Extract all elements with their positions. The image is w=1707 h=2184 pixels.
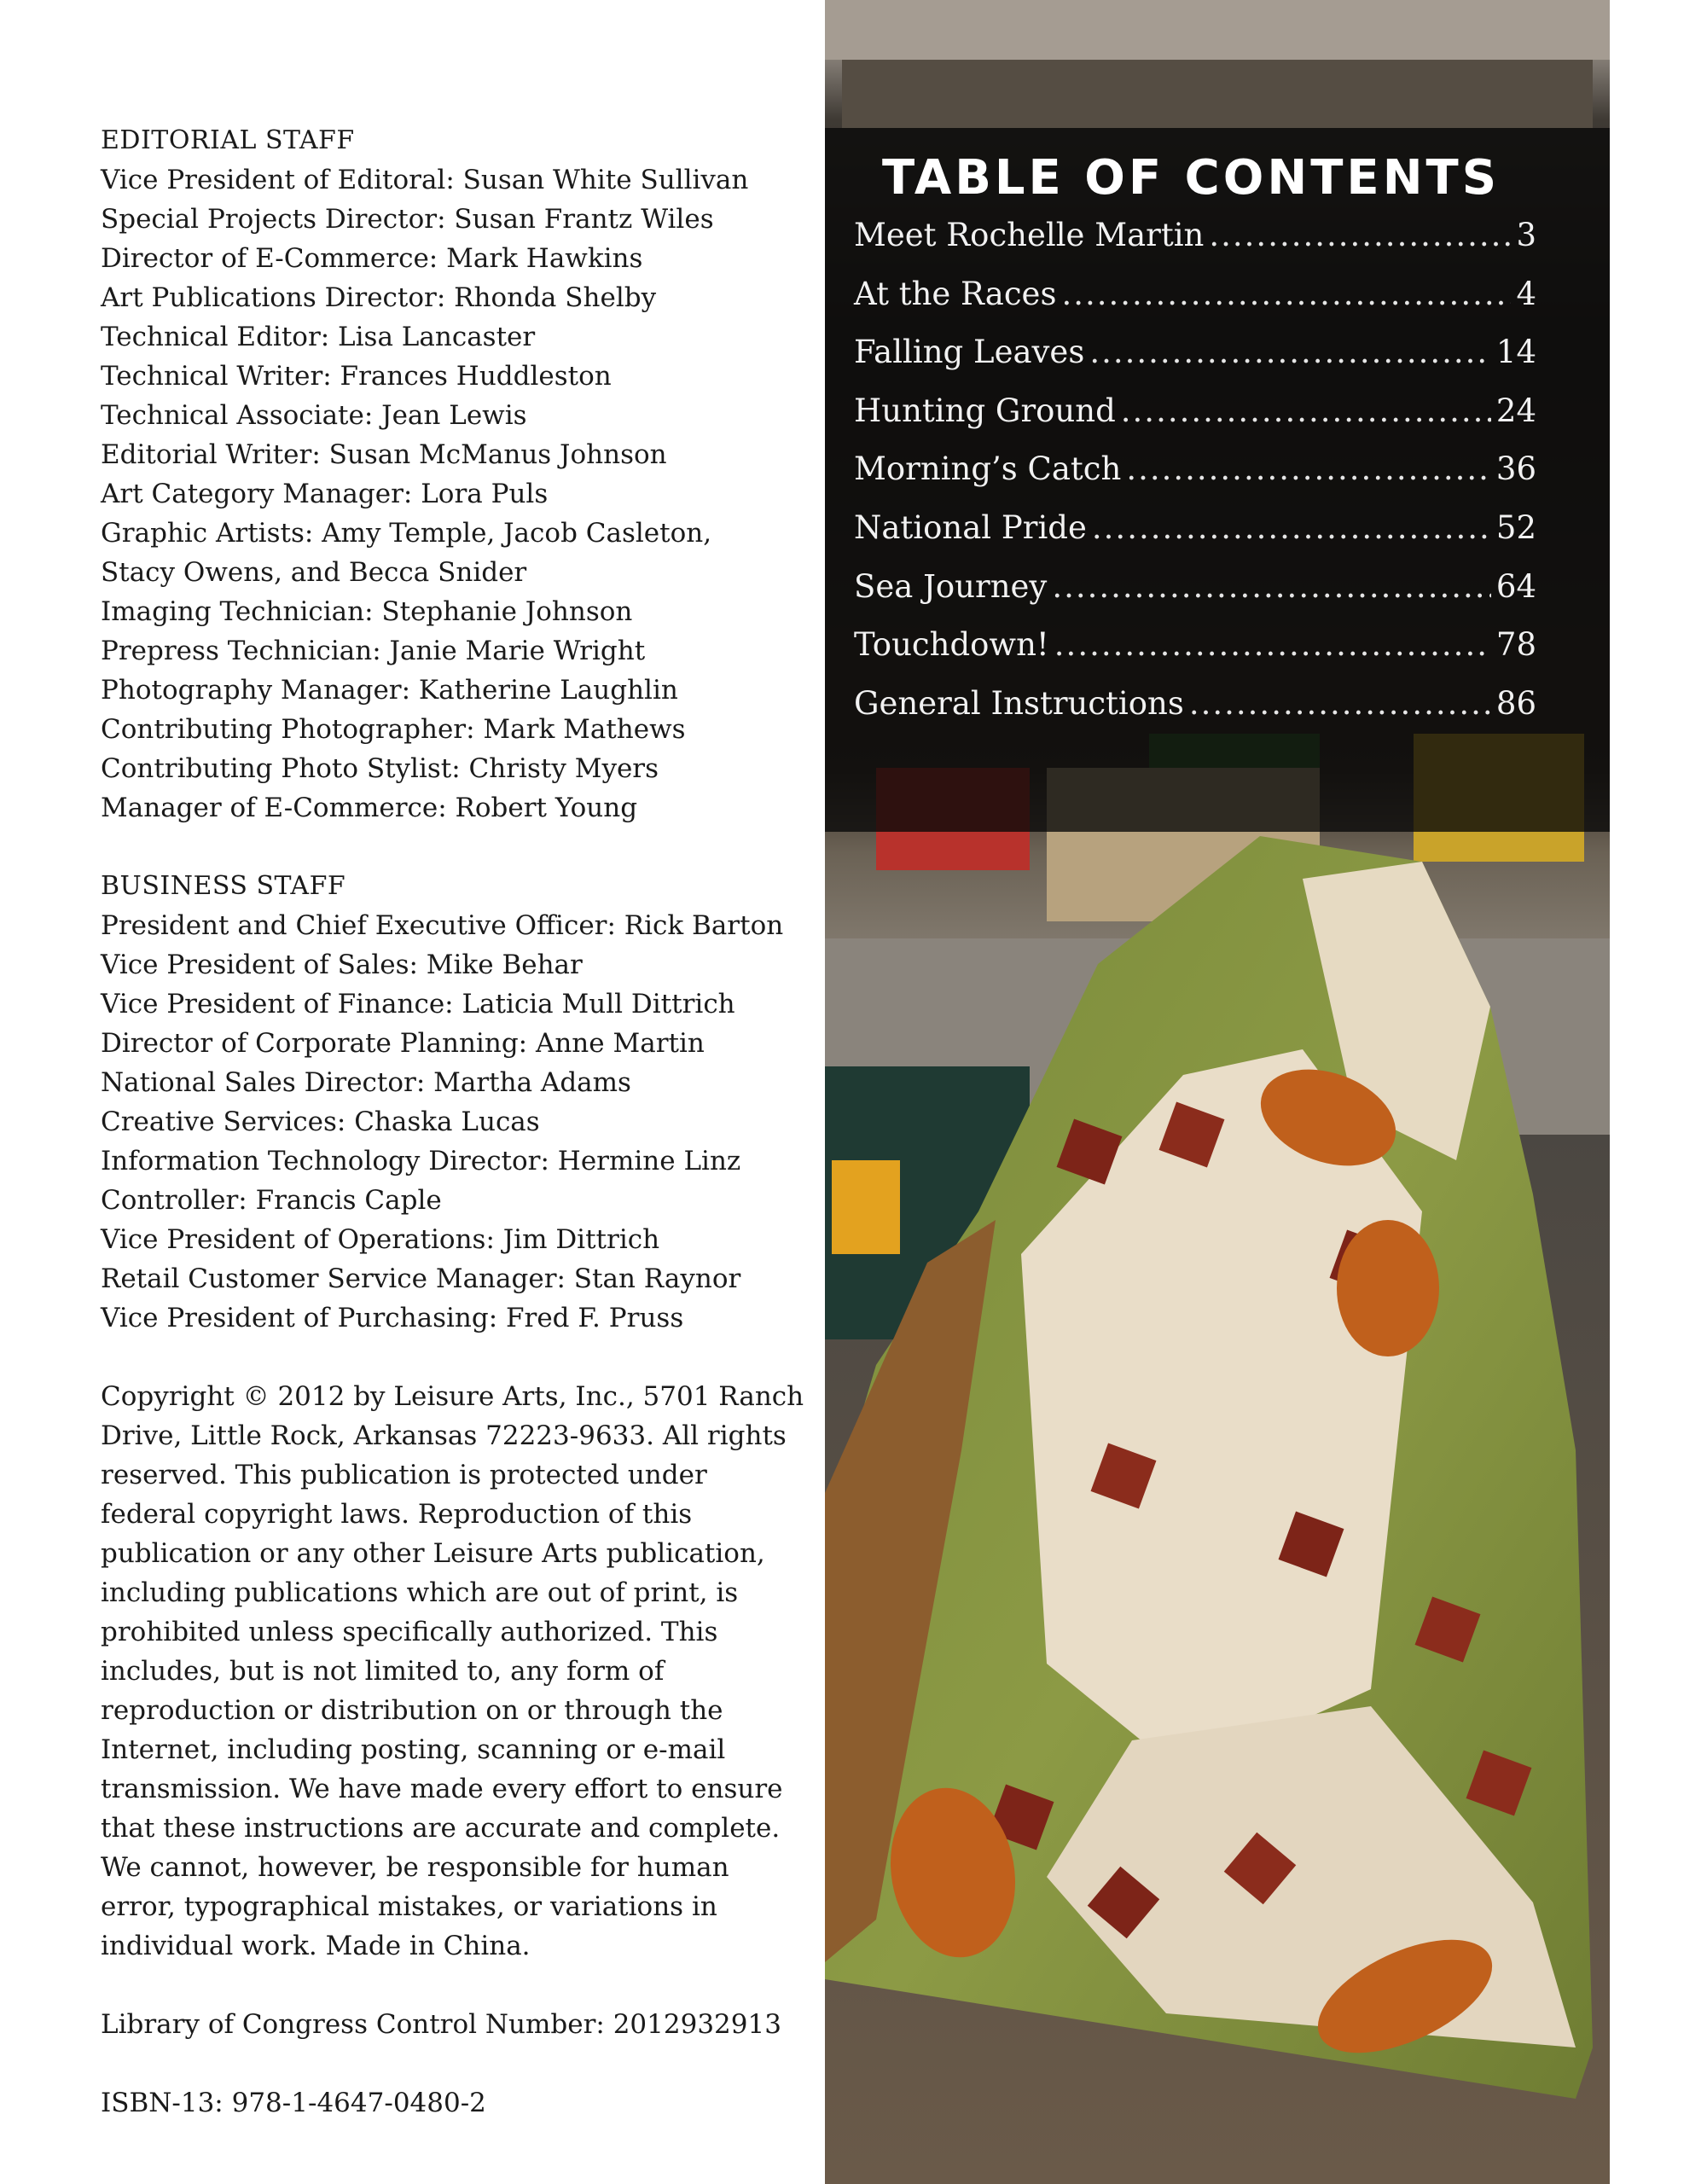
toc-entry-title: Morning’s Catch (854, 450, 1122, 488)
business-list (101, 906, 817, 1338)
toc-entry-page: 64 (1495, 567, 1536, 605)
loc-control-number: Library of Congress Control Number: 2012932913 (101, 2009, 781, 2040)
toc-entry-page: 78 (1495, 626, 1536, 664)
toc-entry-title: Sea Journey (854, 567, 1048, 605)
staff-line: Vice President of Sales: Mike Behar (101, 950, 583, 980)
staff-line: Vice President of Finance: Laticia Mull Dittrich (101, 989, 735, 1019)
toc-entry[interactable] (854, 568, 1536, 627)
toc-entry-title: Falling Leaves (854, 334, 1085, 371)
staff-line: President and Chief Executive Officer: Rick Barton (101, 910, 784, 941)
staff-line: Vice President of Purchasing: Fred F. Pruss (101, 1303, 684, 1333)
staff-line: National Sales Director: Martha Adams (101, 1067, 631, 1098)
staff-line: Graphic Artists: Amy Temple, Jacob Casleton, (101, 518, 712, 549)
toc-entry-page: 14 (1495, 334, 1536, 371)
spacer (101, 2044, 817, 2083)
dot-leader (1092, 509, 1491, 546)
toc-entry-page: 3 (1516, 217, 1536, 253)
toc-entry[interactable] (854, 626, 1536, 685)
toc-entry-page: 24 (1495, 392, 1536, 429)
toc-entry[interactable] (854, 276, 1536, 334)
toc-entry[interactable] (854, 685, 1536, 744)
toc-entry-title: Hunting Ground (854, 392, 1116, 429)
dot-leader (1209, 217, 1511, 253)
toc-entry-page: 4 (1516, 275, 1536, 312)
staff-line: Creative Services: Chaska Lucas (101, 1107, 540, 1137)
football-appliqué (1337, 1220, 1439, 1356)
credits-column (101, 121, 817, 2123)
staff-line: Technical Writer: Frances Huddleston (101, 361, 612, 392)
toc-entry[interactable] (854, 392, 1536, 451)
staff-line: Director of E-Commerce: Mark Hawkins (101, 243, 643, 274)
dot-leader (1054, 626, 1491, 663)
staff-line: Controller: Francis Caple (101, 1185, 442, 1216)
spacer (101, 1338, 817, 1377)
business-staff (101, 867, 817, 1338)
staff-line: Technical Editor: Lisa Lancaster (101, 322, 536, 352)
toc-entry[interactable] (854, 334, 1536, 392)
toc-entry[interactable] (854, 217, 1536, 276)
staff-line: Technical Associate: Jean Lewis (101, 400, 527, 431)
staff-line: Prepress Technician: Janie Marie Wright (101, 636, 646, 666)
staff-line: Manager of E-Commerce: Robert Young (101, 793, 638, 823)
staff-line: Stacy Owens, and Becca Snider (101, 557, 527, 588)
toc-entry-title: At the Races (854, 275, 1057, 312)
staff-line: Art Category Manager: Lora Puls (101, 479, 549, 509)
dot-leader (1126, 450, 1491, 487)
business-heading: BUSINESS STAFF (101, 871, 346, 901)
toc-list (854, 217, 1536, 743)
toc-entry-page: 36 (1495, 450, 1536, 488)
staff-line: Contributing Photographer: Mark Mathews (101, 714, 686, 745)
editorial-heading: EDITORIAL STAFF (101, 125, 355, 155)
staff-line: Art Publications Director: Rhonda Shelby (101, 282, 657, 313)
yellow-cup (832, 1160, 900, 1254)
toc-entry-page: 86 (1495, 684, 1536, 722)
staff-line: Imaging Technician: Stephanie Johnson (101, 596, 633, 627)
editorial-list (101, 160, 817, 828)
toc-entry[interactable] (854, 450, 1536, 509)
staff-line: Retail Customer Service Manager: Stan Raynor (101, 1263, 741, 1294)
dot-leader (1089, 334, 1491, 370)
toc-entry-title: Touchdown! (854, 626, 1049, 664)
editorial-staff (101, 121, 817, 828)
staff-line: Vice President of Editoral: Susan White Sullivan (101, 165, 749, 195)
toc-entry-title: National Pride (854, 508, 1087, 546)
dot-leader (1121, 392, 1491, 429)
staff-line: Director of Corporate Planning: Anne Martin (101, 1028, 705, 1059)
staff-line: Vice President of Operations: Jim Dittrich (101, 1224, 660, 1255)
dot-leader (1061, 276, 1511, 312)
cover-photo (825, 0, 1610, 2184)
staff-line: Special Projects Director: Susan Frantz Wiles (101, 204, 714, 235)
isbn: ISBN-13: 978-1-4647-0480-2 (101, 2088, 486, 2118)
toc-entry[interactable] (854, 509, 1536, 568)
dot-leader (1189, 685, 1491, 722)
staff-line: Photography Manager: Katherine Laughlin (101, 675, 678, 706)
toc-heading: TABLE OF CONTENTS (882, 150, 1501, 206)
copyright-notice: Copyright © 2012 by Leisure Arts, Inc., 5701 Ranch Drive, Little Rock, Arkansas 72223-9633. All rights reserved. This publication is protected under federal copyright laws. Reproduction of this publication or any other Leisure Arts publication, including publications which are out of print, is prohibited unless specifically authorized. This includes, but is not limited to, any form of reproduction or distribution on or through the Internet, including posting, scanning or e-mail transmission. We have made every effort to ensure that these instructions are accurate and complete. We cannot, however, be responsible for human error, typographical mistakes, or variations in individual work. Made in China. (101, 1381, 804, 1961)
toc-entry-page: 52 (1495, 508, 1536, 546)
staff-line: Information Technology Director: Hermine Linz (101, 1146, 741, 1176)
dot-leader (1052, 568, 1491, 605)
toc-entry-title: Meet Rochelle Martin (854, 217, 1205, 253)
trunk-lid (825, 0, 1610, 60)
staff-line: Contributing Photo Stylist: Christy Myers (101, 753, 659, 784)
spacer (101, 1966, 817, 2005)
trunk-edge (842, 60, 1593, 128)
staff-line: Editorial Writer: Susan McManus Johnson (101, 439, 667, 470)
toc-entry-title: General Instructions (854, 684, 1184, 722)
spacer (101, 828, 817, 867)
